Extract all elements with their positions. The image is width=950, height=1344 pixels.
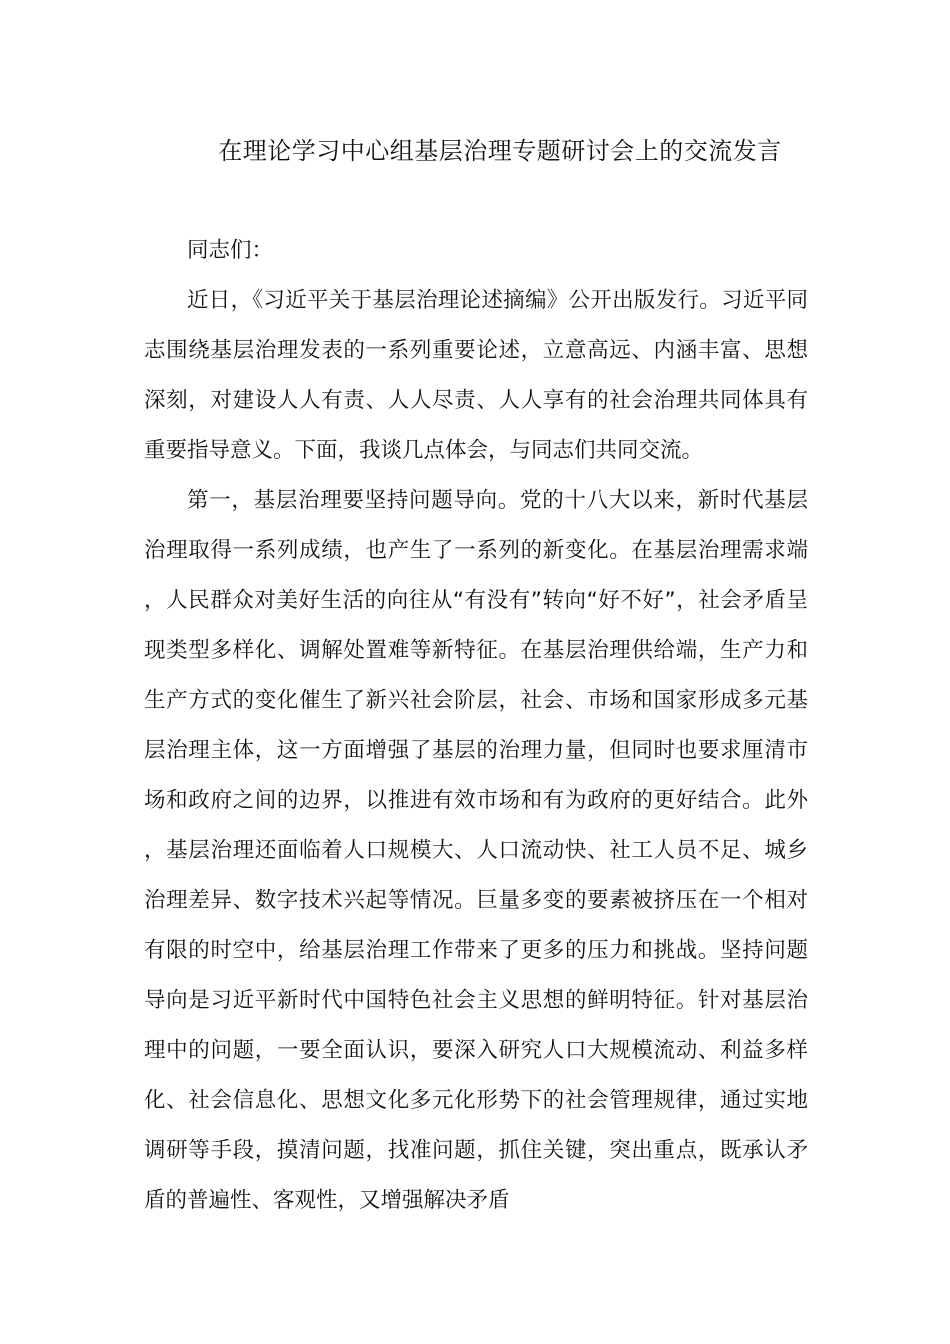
- salutation: 同志们：: [187, 238, 274, 263]
- paragraph-first-point: 第一，基层治理要坚持问题导向。党的十八大以来，新时代基层治理取得一系列成绩，也产生了一系列的新变化。在基层治理需求端，人民群众对美好生活的向往从“有没有”转向“好不好”，社会矛盾呈现类型多样化、调解处置难等新特征。在基层治理供给端，生产力和生产方式的变化催生了新兴社会阶层，社会、市场和国家形成多元基层治理主体，这一方面增强了基层的治理力量，但同时也要求厘清市场和政府之间的边界，以推进有效市场和有为政府的更好结合。此外，基层治理还面临着人口规模大、人口流动快、社工人员不足、城乡治理差异、数字技术兴起等情况。巨量多变的要素被挤压在一个相对有限的时空中，给基层治理工作带来了更多的压力和挑战。坚持问题导向是习近平新时代中国特色社会主义思想的鲜明特征。针对基层治理中的问题，一要全面认识，要深入研究人口大规模流动、利益多样化、社会信息化、思想文化多元化形势下的社会管理规律，通过实地调研等手段，摸清问题，找准问题，抓住关键，突出重点，既承认矛盾的普遍性、客观性，又增强解决矛盾: [144, 488, 808, 1213]
- document-body: [144, 226, 808, 1226]
- document-title: 在理论学习中心组基层治理专题研讨会上的交流发言: [218, 137, 782, 165]
- paragraph-intro: 近日，《习近平关于基层治理论述摘编》公开出版发行。习近平同志围绕基层治理发表的一系列重要论述，立意高远、内涵丰富、思想深刻，对建设人人有责、人人尽责、人人享有的社会治理共同体具有重要指导意义。下面，我谈几点体会，与同志们共同交流。: [144, 288, 808, 463]
